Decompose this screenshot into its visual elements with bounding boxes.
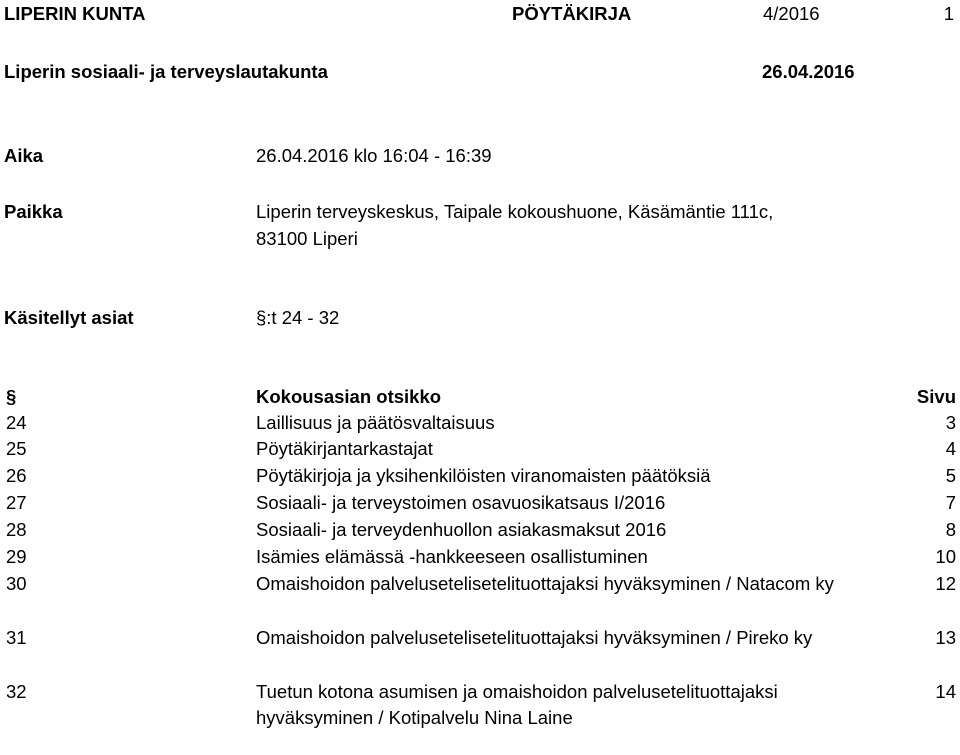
time-value: 26.04.2016 klo 16:04 - 16:39 <box>256 145 492 166</box>
agenda-number: 29 <box>6 546 27 567</box>
agenda-title: Tuetun kotona asumisen ja omaishoidon palvelusetelituottajaksi hyväksyminen / Kotipalvelu Nina Laine <box>256 681 778 728</box>
agenda-page: 4 <box>945 438 956 459</box>
agenda-page: 5 <box>945 465 956 486</box>
agenda-number: 25 <box>6 438 27 459</box>
document-number: 4/2016 <box>763 3 820 24</box>
municipality-name: LIPERIN KUNTA <box>4 3 146 24</box>
agenda-page-header: Sivu <box>916 386 956 407</box>
agenda-page: 8 <box>945 519 956 540</box>
items-label: Käsitellyt asiat <box>4 307 134 328</box>
agenda-number: 30 <box>6 573 27 594</box>
agenda-page: 12 <box>935 573 956 594</box>
document-type: PÖYTÄKIRJA <box>512 3 632 24</box>
agenda-page: 7 <box>945 492 956 513</box>
agenda-number: 24 <box>6 412 27 433</box>
agenda-title: Isämies elämässä -hankkeeseen osallistuminen <box>256 546 648 567</box>
meeting-date: 26.04.2016 <box>762 61 855 82</box>
agenda-title: Sosiaali- ja terveydenhuollon asiakasmaksut 2016 <box>256 519 667 540</box>
agenda-title: Laillisuus ja päätösvaltaisuus <box>256 412 495 433</box>
agenda-title: Omaishoidon palvelusetelisetelituottajaksi hyväksyminen / Natacom ky <box>256 573 834 594</box>
agenda-number: 27 <box>6 492 27 513</box>
place-line-1: Liperin terveyskeskus, Taipale kokoushuone, Käsämäntie 111c, <box>256 201 774 222</box>
agenda-number: 31 <box>6 627 27 648</box>
agenda-page: 13 <box>935 627 956 648</box>
agenda-title: Omaishoidon palvelusetelisetelituottajaksi hyväksyminen / Pireko ky <box>256 627 813 648</box>
items-value: §:t 24 - 32 <box>256 307 340 328</box>
agenda-title: Pöytäkirjantarkastajat <box>256 438 433 459</box>
agenda-title: Sosiaali- ja terveystoimen osavuosikatsaus I/2016 <box>256 492 666 513</box>
place-label: Paikka <box>4 201 63 222</box>
agenda-title: Pöytäkirjoja ja yksihenkilöisten viranomaisten päätöksiä <box>256 465 711 486</box>
page-number: 1 <box>943 3 954 24</box>
agenda-number: 28 <box>6 519 27 540</box>
agenda-page: 10 <box>935 546 956 567</box>
time-label: Aika <box>4 145 44 166</box>
agenda-number: 32 <box>6 681 27 702</box>
agenda-number: 26 <box>6 465 27 486</box>
place-line-2: 83100 Liperi <box>256 228 358 249</box>
agenda-title-header: Kokousasian otsikko <box>256 386 442 407</box>
board-name: Liperin sosiaali- ja terveyslautakunta <box>4 61 328 82</box>
section-symbol: § <box>6 386 17 407</box>
agenda-page: 3 <box>945 412 956 433</box>
agenda-page: 14 <box>935 681 956 702</box>
